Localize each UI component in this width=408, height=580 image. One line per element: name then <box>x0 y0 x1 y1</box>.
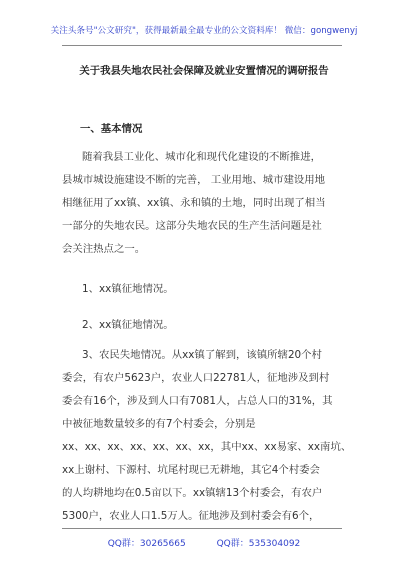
list-item-1: 1、xx镇征地情况。 <box>82 283 174 295</box>
document-title: 关于我县失地农民社会保障及就业安置情况的调研报告 <box>79 65 329 77</box>
paragraph-line: 委会，有农户5623户，农业人口22781人，征地涉及到村 <box>62 372 330 384</box>
section-heading: 一、基本情况 <box>80 123 143 135</box>
paragraph-line: 县城市城设施建设不断的完善， 工业用地、城市建设用地 <box>62 174 326 186</box>
header-divider <box>62 45 342 46</box>
paragraph-line: 会关注热点之一。 <box>62 243 146 255</box>
list-item-2: 2、xx镇征地情况。 <box>82 319 174 331</box>
paragraph-3 <box>62 344 352 528</box>
qq-group-2: QQ群：535304092 <box>216 539 301 549</box>
paragraph-1 <box>62 146 352 261</box>
paragraph-line: 相继征用了xx镇、xx镇、永和镇的土地，同时出现了相当 <box>62 197 326 209</box>
qq-group-1: QQ群：30265665 <box>107 539 186 549</box>
paragraph-line: xx上谢村、下源村、坑尾村现已无耕地，其它4个村委会 <box>62 464 320 476</box>
paragraph-line: 的人均耕地均在0.5亩以下。xx镇辖13个村委会，有农户 <box>62 487 323 499</box>
footer <box>0 536 408 549</box>
paragraph-line: 随着我县工业化、城市化和现代化建设的不断推进， <box>82 151 321 163</box>
paragraph-line: 中被征地数量较多的有7个村委会，分别是 <box>62 418 256 430</box>
paragraph-line: 一部分的失地农民。这部分失地农民的生产生活问题是社 <box>62 220 322 232</box>
header-notice: 关注头条号"公文研究"，获得最新最全最专业的公文资料库！ 微信：gongwenyj <box>50 26 358 36</box>
paragraph-line: 5300户，农业人口1.5万人。征地涉及到村委会有6个， <box>62 510 320 522</box>
footer-divider <box>62 528 342 529</box>
paragraph-line: xx、xx、xx、xx、xx、xx、xx，其中xx、xx易家、xx南坑、 <box>62 441 352 453</box>
paragraph-line: 委会有16个，涉及到人口有7081人，占总人口的31%，其 <box>62 395 333 407</box>
paragraph-line: 3、农民失地情况。从xx镇了解到，该镇所辖20个村 <box>82 349 322 361</box>
